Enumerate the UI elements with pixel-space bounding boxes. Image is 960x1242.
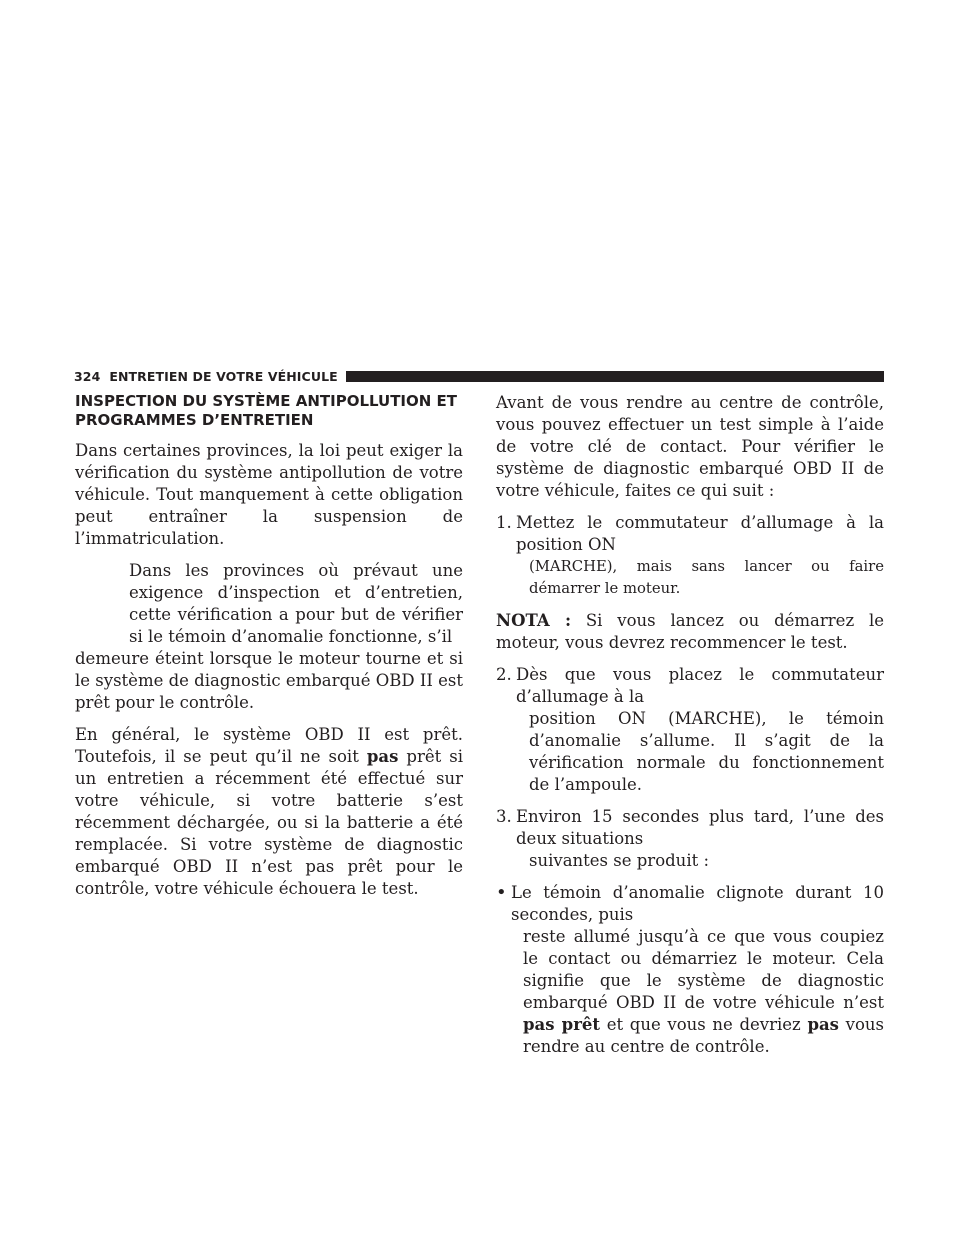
indented-text-tail: demeure éteint lorsque le moteur tourne et si le système de diagnostic embarqué OBD II est prêt pour le contrôle. [75, 649, 463, 712]
nota [496, 610, 884, 654]
step-3 [496, 806, 884, 872]
bullet-item [496, 882, 884, 1058]
right-column [496, 392, 884, 1058]
obd-text-a: En général, le système OBD II est prêt. Toutefois, il se peut qu’il ne soit [75, 725, 463, 766]
step-1-line-2: (MARCHE), mais sans lancer ou faire démarrer le moteur. [529, 558, 884, 597]
bullet-text-b: et que vous ne devriez [606, 1015, 801, 1034]
step-2-rest: position ON (MARCHE), le témoin d’anomalie s’allume. Il s’agit de la vérification normale du fonctionnement de l’ampoule. [529, 709, 884, 794]
bullet-line-1: Le témoin d’anomalie clignote durant 10 secondes, puis [511, 883, 884, 924]
obd-text-b: prêt si un entretien a récemment été effectué sur votre véhicule, si votre batterie s’est récemment déchargée, ou si la batterie a été remplacée. Si votre système de diagnostic embarqué OBD II n’est pas prêt pour le contrôle, votre véhicule échouera le test. [75, 747, 463, 898]
section-name: ENTRETIEN DE VOTRE VÉHICULE [109, 368, 338, 384]
nota-text: Si vous lancez ou démarrez le moteur, vous devrez recommencer le test. [496, 611, 884, 652]
left-column [75, 392, 463, 910]
step-3-rest: suivantes se produit : [529, 851, 710, 870]
paragraph-intro: Dans certaines provinces, la loi peut exiger la vérification du système antipollution de votre véhicule. Tout manquement à cette obligation peut entraîner la suspension de l’immatriculation. [75, 441, 463, 548]
step-2-line-1: Dès que vous placez le commutateur d’allumage à la [516, 665, 884, 706]
step-3-number: 3. [496, 807, 512, 826]
paragraph-obd-ready [75, 724, 463, 900]
step-2-body [511, 664, 884, 796]
bullet-rest [511, 926, 884, 1058]
step-3-body [511, 806, 884, 872]
step-1-number: 1. [496, 513, 512, 532]
page-number: 324 [74, 368, 101, 384]
bullet-text-c: vous rendre au centre de contrôle. [523, 1015, 884, 1056]
bullet-bold-pas-pret: pas prêt [523, 1015, 601, 1034]
bullet-icon: • [496, 882, 507, 903]
nota-label: NOTA : [496, 611, 572, 630]
paragraph-before-test: Avant de vous rendre au centre de contrôle, vous pouvez effectuer un test simple à l’aide de votre clé de contact. Pour vérifier le système de diagnostic embarqué OBD II de votre véhicule, faites ce qui suit : [496, 393, 884, 500]
step-2-number: 2. [496, 665, 512, 684]
step-3-line-1: Environ 15 secondes plus tard, l’une des deux situations [516, 807, 884, 848]
step-1-line-1: Mettez le commutateur d’allumage à la position ON [516, 513, 884, 554]
paragraph-inspection [75, 560, 463, 714]
header-rule [346, 371, 884, 382]
bullet-bold-pas: pas [807, 1015, 839, 1034]
step-2 [496, 664, 884, 796]
bullet-text-a: reste allumé jusqu’à ce que vous coupiez le contact ou démarriez le moteur. Cela signifie que le système de diagnostic embarqué OBD II de votre véhicule n’est [523, 927, 884, 1012]
page-header [74, 368, 884, 384]
title-line-1: INSPECTION DU SYSTÈME ANTIPOLLUTION ET [75, 392, 458, 410]
obd-bold-pas: pas [366, 747, 399, 766]
title-line-2: PROGRAMMES D’ENTRETIEN [75, 411, 314, 429]
bullet-body [511, 882, 884, 1058]
indented-text: Dans les provinces où prévaut une exigence d’inspection et d’entretien, cette vérification a pour but de vérifier si le témoin d’anomalie fonctionne, s’il [129, 561, 463, 646]
step-1 [496, 512, 884, 600]
step-1-body [511, 512, 884, 600]
page-header-text [74, 369, 346, 384]
section-title [75, 392, 463, 430]
